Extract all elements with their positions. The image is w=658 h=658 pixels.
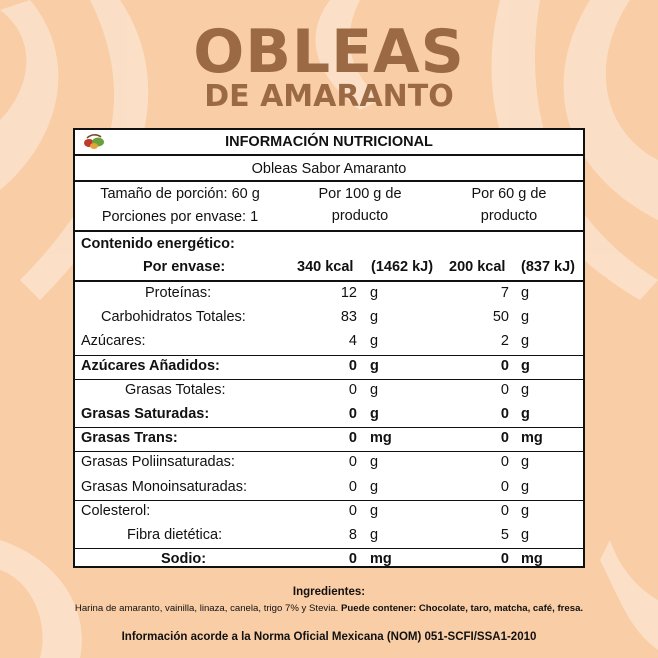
- nutrient-label: Azúcares:: [81, 333, 146, 350]
- nutrient-value-100g: 4: [348, 333, 357, 350]
- nutrient-value-100g: 0: [348, 454, 357, 471]
- nutrient-unit-100g: g: [370, 406, 379, 422]
- nutrient-label: Carbohidratos Totales:: [101, 309, 246, 326]
- nutrient-value-100g: 0: [348, 357, 357, 374]
- norm-statement: Información acorde a la Norma Oficial Mexicana (NOM) 051-SCFI/SSA1-2010: [121, 631, 537, 643]
- nutrient-unit-60g: g: [521, 357, 530, 374]
- energy-100-kcal: 340 kcal: [297, 259, 354, 275]
- energy-label: Contenido energético:: [81, 236, 235, 252]
- nutrient-value-60g: 0: [500, 478, 509, 495]
- row-divider: [75, 427, 583, 428]
- nutrient-value-60g: 0: [500, 406, 509, 422]
- nutrient-unit-100g: g: [370, 381, 379, 398]
- nutrient-value-60g: 0: [500, 454, 509, 471]
- nutrition-facts-panel: [73, 128, 585, 568]
- nutrient-label: Fibra dietética:: [127, 527, 223, 543]
- nutrient-value-60g: 50: [492, 309, 509, 326]
- nutrient-value-100g: 0: [348, 502, 357, 519]
- nutrient-unit-60g: g: [521, 333, 530, 350]
- nutrient-unit-100g: g: [370, 285, 379, 301]
- nutrient-value-60g: 7: [500, 285, 509, 301]
- nutrient-unit-60g: g: [521, 309, 530, 326]
- nutrient-unit-100g: g: [370, 309, 379, 326]
- nutrient-value-60g: 0: [500, 357, 509, 374]
- row-divider: [75, 451, 583, 452]
- nutrient-unit-100g: mg: [370, 551, 392, 568]
- row-divider: [75, 548, 583, 549]
- energy-60-kcal: 200 kcal: [449, 259, 506, 275]
- column-100g-header-2: producto: [331, 208, 389, 224]
- nutrient-unit-100g: g: [370, 502, 379, 519]
- nutrient-label: Grasas Poliinsaturadas:: [81, 454, 235, 471]
- nutrient-unit-100g: mg: [370, 430, 392, 447]
- nutrient-label: Proteínas:: [145, 285, 212, 301]
- ingredients-line: [0, 603, 658, 614]
- nutrient-value-60g: 0: [500, 381, 509, 398]
- nutrient-value-100g: 83: [340, 309, 357, 326]
- product-name: Obleas Sabor Amaranto: [251, 161, 407, 177]
- nutrient-value-60g: 5: [500, 527, 509, 543]
- may-contain-text: Puede contener: Chocolate, taro, matcha, café, fresa.: [341, 603, 584, 614]
- column-60g-header-2: producto: [480, 208, 538, 224]
- nutrient-unit-60g: mg: [521, 551, 543, 568]
- ingredients-title: Ingredientes:: [292, 586, 366, 598]
- nutrient-label: Sodio:: [161, 551, 207, 568]
- nutrient-unit-60g: g: [521, 527, 530, 543]
- panel-heading: INFORMACIÓN NUTRICIONAL: [225, 134, 433, 150]
- nutrient-unit-60g: g: [521, 381, 530, 398]
- nutrient-label: Grasas Trans:: [81, 430, 178, 447]
- row-divider: [75, 500, 583, 501]
- nutrient-label: Grasas Saturadas:: [81, 406, 210, 422]
- nutrient-unit-100g: g: [370, 333, 379, 350]
- nutrient-value-60g: 0: [500, 430, 509, 447]
- nutrient-unit-60g: g: [521, 454, 530, 471]
- nutrient-unit-60g: g: [521, 478, 530, 495]
- nutrient-value-100g: 12: [340, 285, 357, 301]
- nutrient-unit-100g: g: [370, 527, 379, 543]
- energy-100-kj: (1462 kJ): [371, 259, 434, 275]
- nutrient-unit-100g: g: [370, 454, 379, 471]
- energy-60-kj: (837 kJ): [521, 259, 576, 275]
- nutrient-label: Colesterol:: [81, 502, 151, 519]
- column-100g-header: Por 100 g de: [318, 186, 402, 202]
- row-divider: [75, 355, 583, 356]
- nutrient-value-60g: 2: [500, 333, 509, 350]
- row-divider: [75, 379, 583, 380]
- nutrient-value-60g: 0: [500, 502, 509, 519]
- nutrient-unit-100g: g: [370, 478, 379, 495]
- nutrient-value-100g: 0: [348, 381, 357, 398]
- nutrient-value-100g: 0: [348, 551, 357, 568]
- nutrient-unit-100g: g: [370, 357, 379, 374]
- serving-size: Tamaño de porción: 60 g: [100, 186, 260, 202]
- nutrient-value-100g: 0: [348, 406, 357, 422]
- column-60g-header: Por 60 g de: [471, 186, 547, 202]
- nutrient-label: Azúcares Añadidos:: [81, 357, 220, 374]
- servings-per-container: Porciones por envase: 1: [101, 209, 259, 225]
- product-title: OBLEAS: [193, 17, 465, 87]
- energy-per-container: Por envase:: [143, 259, 226, 275]
- nutrient-value-100g: 0: [348, 478, 357, 495]
- nutrient-label: Grasas Monoinsaturadas:: [81, 478, 248, 495]
- nutrient-unit-60g: mg: [521, 430, 543, 447]
- nutrient-value-100g: 8: [348, 527, 357, 543]
- nutrient-unit-60g: g: [521, 285, 530, 301]
- nutrient-unit-60g: g: [521, 502, 530, 519]
- product-subtitle: DE AMARANTO: [204, 79, 454, 114]
- nutrient-value-60g: 0: [500, 551, 509, 568]
- nutrient-label: Grasas Totales:: [125, 381, 226, 398]
- nutrient-value-100g: 0: [348, 430, 357, 447]
- nutrient-unit-60g: g: [521, 406, 530, 422]
- ingredients-text: Harina de amaranto, vainilla, linaza, canela, trigo 7% y Stevia.: [74, 603, 339, 614]
